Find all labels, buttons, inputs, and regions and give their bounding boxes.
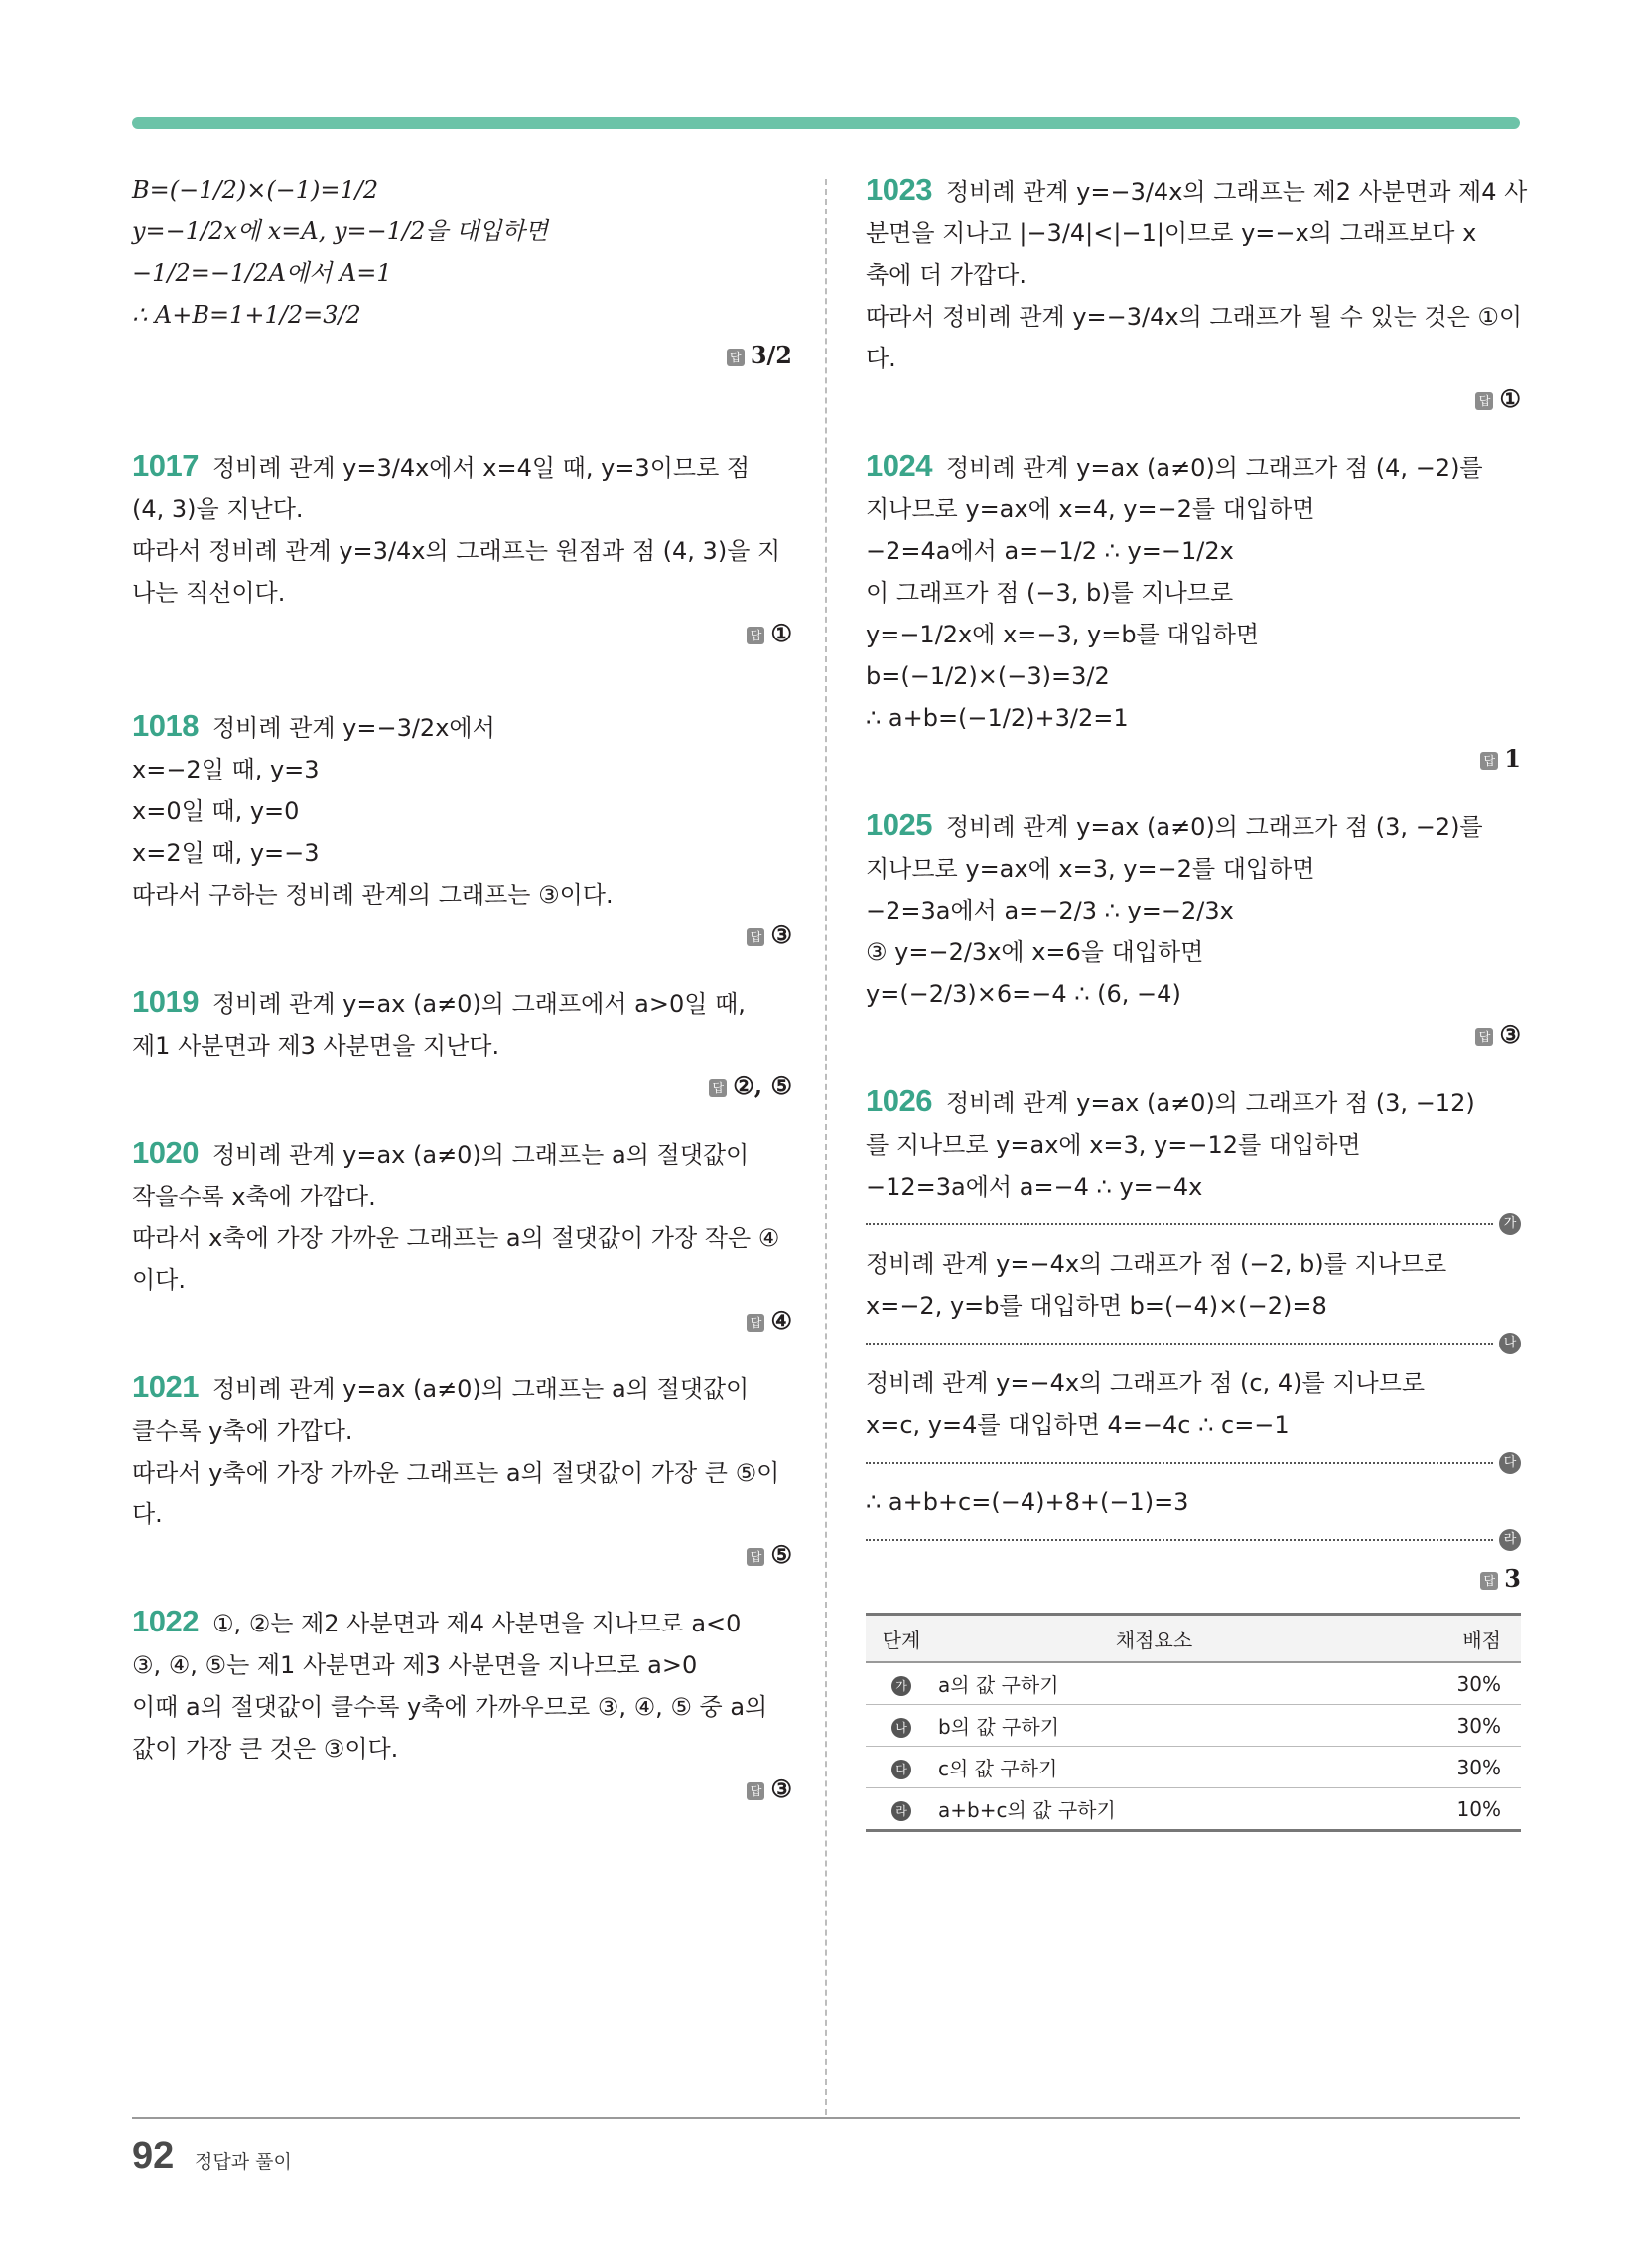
table-header: 단계 bbox=[866, 1615, 937, 1663]
problem-number: 1020 bbox=[132, 1135, 199, 1170]
solution-line: 클수록 y축에 가깝다. bbox=[132, 1417, 353, 1445]
problem-number: 1026 bbox=[866, 1083, 932, 1118]
answer bbox=[132, 1066, 792, 1106]
solution-line: 정비례 관계 y=ax (a≠0)의 그래프가 점 (3, −12) bbox=[945, 1089, 1475, 1117]
answer-value: ③ bbox=[1499, 1020, 1521, 1049]
solution-line: ①, ②는 제2 사분면과 제4 사분면을 지나므로 a<0 bbox=[211, 1610, 742, 1637]
table-header: 배점 bbox=[1371, 1615, 1521, 1663]
step-marker-icon: 가 bbox=[891, 1676, 911, 1696]
answer-mark-icon: 답 bbox=[747, 1314, 764, 1332]
solution-line: −1/2=−1/2A에서 A=1 bbox=[132, 259, 392, 287]
answer bbox=[132, 614, 792, 653]
problem-number: 1018 bbox=[132, 708, 199, 743]
answer-value: ① bbox=[1499, 384, 1521, 413]
problem-number: 1017 bbox=[132, 448, 199, 483]
problem-1021 bbox=[132, 1366, 792, 1575]
solution-line: 정비례 관계 y=−4x의 그래프가 점 (−2, b)를 지나므로 bbox=[866, 1250, 1447, 1278]
problem-1018 bbox=[132, 705, 792, 955]
answer-mark-icon: 답 bbox=[747, 627, 764, 644]
answer bbox=[132, 916, 792, 955]
answer bbox=[866, 739, 1521, 779]
problem-number: 1021 bbox=[132, 1369, 199, 1404]
answer bbox=[132, 1535, 792, 1575]
footer-rule bbox=[132, 2117, 1520, 2119]
solution-line: y=−1/2x에 x=A, y=−1/2을 대입하면 bbox=[132, 217, 548, 245]
solution-line: 따라서 x축에 가장 가까운 그래프는 a의 절댓값이 가장 작은 ④ bbox=[132, 1224, 780, 1252]
problem-1024 bbox=[866, 445, 1521, 779]
table-cell: 30% bbox=[1371, 1662, 1521, 1705]
problem-1022 bbox=[132, 1601, 792, 1809]
answer-mark-icon: 답 bbox=[1480, 752, 1498, 770]
solution-line: 지나므로 y=ax에 x=4, y=−2를 대입하면 bbox=[866, 496, 1315, 523]
solution-line: −2=3a에서 a=−2/3 ∴ y=−2/3x bbox=[866, 897, 1234, 924]
solution-line: ∴ a+b=(−1/2)+3/2=1 bbox=[866, 704, 1129, 732]
solution-line: −12=3a에서 a=−4 ∴ y=−4x bbox=[866, 1173, 1203, 1201]
page-number: 92 bbox=[132, 2135, 175, 2177]
solution-line: 를 지나므로 y=ax에 x=3, y=−12를 대입하면 bbox=[866, 1131, 1361, 1159]
answer-value: 3 bbox=[1504, 1564, 1521, 1593]
step-marker-icon: 다 bbox=[891, 1760, 911, 1779]
table-cell: 30% bbox=[1371, 1747, 1521, 1788]
problem-1020 bbox=[132, 1132, 792, 1341]
answer bbox=[132, 336, 792, 375]
problem-1017 bbox=[132, 445, 792, 653]
answer-mark-icon: 답 bbox=[1475, 1028, 1493, 1046]
answer bbox=[866, 1015, 1521, 1055]
table-cell: c의 값 구하기 bbox=[937, 1747, 1371, 1788]
answer-value: ③ bbox=[770, 1774, 792, 1803]
page-label: 정답과 풀이 bbox=[195, 2151, 292, 2173]
answer-value: ③ bbox=[770, 921, 792, 949]
step-divider bbox=[866, 1529, 1521, 1551]
solution-line: 정비례 관계 y=ax (a≠0)의 그래프는 a의 절댓값이 bbox=[211, 1141, 750, 1169]
answer-value: ⑤ bbox=[770, 1540, 792, 1569]
solution-line: ∴ a+b+c=(−4)+8+(−1)=3 bbox=[866, 1488, 1189, 1516]
solution-line: 다. bbox=[132, 1500, 163, 1528]
solution-continuation bbox=[132, 169, 792, 375]
table-cell: 10% bbox=[1371, 1788, 1521, 1831]
solution-line: y=(−2/3)×6=−4 ∴ (6, −4) bbox=[866, 980, 1181, 1008]
table-header-row bbox=[866, 1615, 1521, 1663]
solution-line: 정비례 관계 y=3/4x에서 x=4일 때, y=3이므로 점 bbox=[211, 454, 751, 482]
solution-line: 작을수록 x축에 가깝다. bbox=[132, 1183, 376, 1210]
solution-line: 정비례 관계 y=ax (a≠0)의 그래프가 점 (4, −2)를 bbox=[945, 454, 1483, 482]
answer-mark-icon: 답 bbox=[747, 1782, 764, 1800]
step-marker-icon: 다 bbox=[1499, 1452, 1521, 1474]
answer bbox=[866, 379, 1521, 419]
answer-mark-icon: 답 bbox=[1480, 1572, 1498, 1590]
solution-line: 나는 직선이다. bbox=[132, 579, 286, 607]
table-row bbox=[866, 1705, 1521, 1747]
solution-line: 정비례 관계 y=ax (a≠0)의 그래프가 점 (3, −2)를 bbox=[945, 813, 1483, 841]
solution-line: 이 그래프가 점 (−3, b)를 지나므로 bbox=[866, 579, 1234, 607]
table-cell: a+b+c의 값 구하기 bbox=[937, 1788, 1371, 1831]
solution-line: b=(−1/2)×(−3)=3/2 bbox=[866, 662, 1110, 690]
solution-line: x=−2일 때, y=3 bbox=[132, 756, 320, 783]
top-accent-bar bbox=[132, 117, 1520, 129]
step-marker-icon: 나 bbox=[891, 1718, 911, 1738]
problem-number: 1019 bbox=[132, 984, 199, 1019]
solution-line: 정비례 관계 y=ax (a≠0)의 그래프에서 a>0일 때, bbox=[211, 990, 746, 1018]
step-divider bbox=[866, 1333, 1521, 1354]
left-column bbox=[132, 169, 792, 1809]
table-row bbox=[866, 1747, 1521, 1788]
solution-line: (4, 3)을 지난다. bbox=[132, 496, 304, 523]
solution-line: 따라서 구하는 정비례 관계의 그래프는 ③이다. bbox=[132, 881, 614, 909]
step-divider bbox=[866, 1213, 1521, 1235]
solution-line: 다. bbox=[866, 345, 896, 372]
solution-line: 축에 더 가깝다. bbox=[866, 261, 1026, 289]
table-row bbox=[866, 1662, 1521, 1705]
table-row bbox=[866, 1788, 1521, 1831]
step-marker-icon: 라 bbox=[1499, 1529, 1521, 1551]
answer-mark-icon: 답 bbox=[747, 1548, 764, 1566]
step-marker-icon: 나 bbox=[1499, 1333, 1521, 1354]
solution-line: 따라서 y축에 가장 가까운 그래프는 a의 절댓값이 가장 큰 ⑤이 bbox=[132, 1459, 780, 1487]
solution-line: x=2일 때, y=−3 bbox=[132, 839, 320, 867]
problem-number: 1022 bbox=[132, 1604, 199, 1638]
solution-line: ③ y=−2/3x에 x=6을 대입하면 bbox=[866, 938, 1204, 966]
problem-number: 1025 bbox=[866, 807, 932, 842]
solution-line: 이다. bbox=[132, 1266, 186, 1294]
answer-value: 1 bbox=[1504, 744, 1521, 773]
answer-mark-icon: 답 bbox=[709, 1079, 727, 1097]
solution-line: 따라서 정비례 관계 y=−3/4x의 그래프가 될 수 있는 것은 ①이 bbox=[866, 303, 1523, 331]
table-cell: b의 값 구하기 bbox=[937, 1705, 1371, 1747]
answer bbox=[132, 1770, 792, 1809]
solution-line: x=0일 때, y=0 bbox=[132, 797, 300, 825]
answer-mark-icon: 답 bbox=[747, 928, 764, 946]
answer-value: ① bbox=[770, 619, 792, 647]
solution-line: 정비례 관계 y=−3/4x의 그래프는 제2 사분면과 제4 사 bbox=[945, 178, 1528, 206]
answer bbox=[132, 1301, 792, 1341]
solution-line: B=(−1/2)×(−1)=1/2 bbox=[132, 176, 379, 204]
step-divider bbox=[866, 1452, 1521, 1474]
solution-line: 이때 a의 절댓값이 클수록 y축에 가까우므로 ③, ④, ⑤ 중 a의 bbox=[132, 1693, 768, 1721]
step-marker-icon: 가 bbox=[1499, 1213, 1521, 1235]
problem-1023 bbox=[866, 169, 1528, 419]
answer-value: 3/2 bbox=[750, 341, 792, 369]
step-marker-icon: 라 bbox=[891, 1801, 911, 1821]
answer-mark-icon: 답 bbox=[727, 349, 745, 366]
table-cell: a의 값 구하기 bbox=[937, 1662, 1371, 1705]
solution-line: 정비례 관계 y=−4x의 그래프가 점 (c, 4)를 지나므로 bbox=[866, 1369, 1426, 1397]
problem-1025 bbox=[866, 804, 1521, 1055]
solution-line: 따라서 정비례 관계 y=3/4x의 그래프는 원점과 점 (4, 3)을 지 bbox=[132, 537, 781, 565]
problem-1019 bbox=[132, 981, 792, 1106]
solution-line: ③, ④, ⑤는 제1 사분면과 제3 사분면을 지나므로 a>0 bbox=[132, 1651, 698, 1679]
scoring-table bbox=[866, 1613, 1521, 1832]
right-column bbox=[866, 169, 1528, 1832]
problem-1026 bbox=[866, 1080, 1521, 1832]
table-header: 채점요소 bbox=[937, 1615, 1371, 1663]
answer-mark-icon: 답 bbox=[1475, 392, 1493, 410]
solution-line: 값이 가장 큰 것은 ③이다. bbox=[132, 1735, 399, 1763]
solution-line: 분면을 지나고 |−3/4|<|−1|이므로 y=−x의 그래프보다 x bbox=[866, 219, 1477, 247]
answer bbox=[866, 1559, 1521, 1599]
solution-line: y=−1/2x에 x=−3, y=b를 대입하면 bbox=[866, 621, 1260, 648]
solution-line: 지나므로 y=ax에 x=3, y=−2를 대입하면 bbox=[866, 855, 1315, 883]
solution-line: −2=4a에서 a=−1/2 ∴ y=−1/2x bbox=[866, 537, 1234, 565]
problem-number: 1023 bbox=[866, 172, 932, 207]
answer-value: ②, ⑤ bbox=[733, 1071, 792, 1100]
column-divider bbox=[825, 179, 827, 2115]
solution-line: 제1 사분면과 제3 사분면을 지난다. bbox=[132, 1032, 500, 1060]
solution-line: x=c, y=4를 대입하면 4=−4c ∴ c=−1 bbox=[866, 1411, 1290, 1439]
solution-line: 정비례 관계 y=−3/2x에서 bbox=[211, 714, 495, 742]
problem-number: 1024 bbox=[866, 448, 932, 483]
solution-line: x=−2, y=b를 대입하면 b=(−4)×(−2)=8 bbox=[866, 1292, 1327, 1320]
solution-line: 정비례 관계 y=ax (a≠0)의 그래프는 a의 절댓값이 bbox=[211, 1375, 750, 1403]
answer-value: ④ bbox=[770, 1306, 792, 1335]
table-cell: 30% bbox=[1371, 1705, 1521, 1747]
solution-line: ∴ A+B=1+1/2=3/2 bbox=[132, 301, 361, 329]
